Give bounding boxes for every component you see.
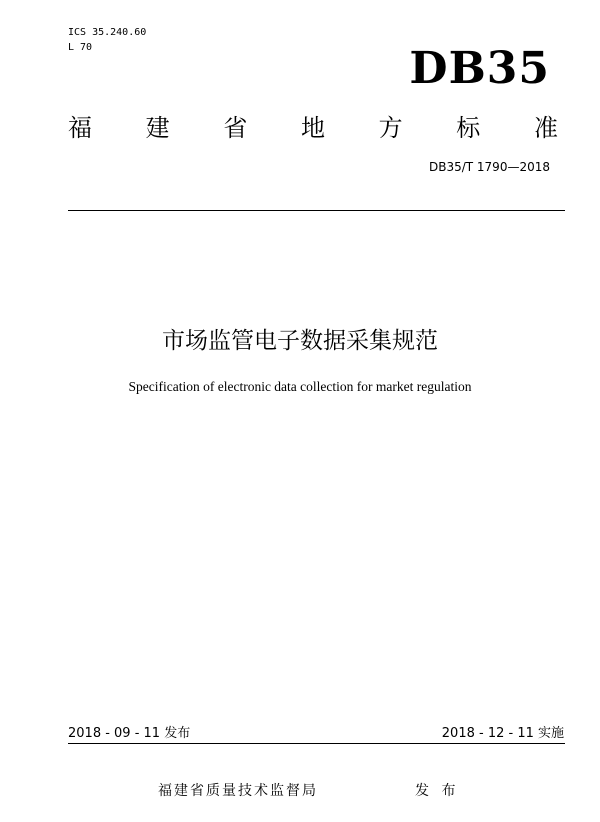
- standard-type-char: 省: [223, 114, 248, 142]
- ics-code: ICS 35.240.60: [68, 27, 147, 38]
- standard-type-char: 福: [68, 114, 92, 142]
- top-divider: [68, 210, 565, 211]
- standard-type-heading: [68, 113, 558, 143]
- classification-code: L 70: [68, 42, 93, 53]
- document-title-english: Specification of electronic data collection for market regulation: [128, 379, 472, 394]
- bottom-divider: [68, 743, 565, 744]
- standard-type-char: 建: [145, 114, 170, 142]
- standard-type-char: 地: [300, 114, 325, 142]
- standard-code-db35: DB35: [409, 43, 550, 94]
- document-title-chinese: 市场监管电子数据采集规范: [162, 328, 438, 354]
- publish-date: 2018 - 09 - 11 发布: [68, 726, 191, 741]
- publish-label: 发 布: [415, 783, 460, 799]
- standard-type-char: 标: [456, 114, 481, 142]
- standard-type-char: 方: [378, 114, 403, 142]
- publisher-name: 福建省质量技术监督局: [158, 783, 318, 799]
- standard-number: DB35/T 1790—2018: [428, 160, 550, 174]
- implementation-date: 2018 - 12 - 11 实施: [441, 726, 564, 741]
- standard-type-char: 准: [533, 114, 558, 142]
